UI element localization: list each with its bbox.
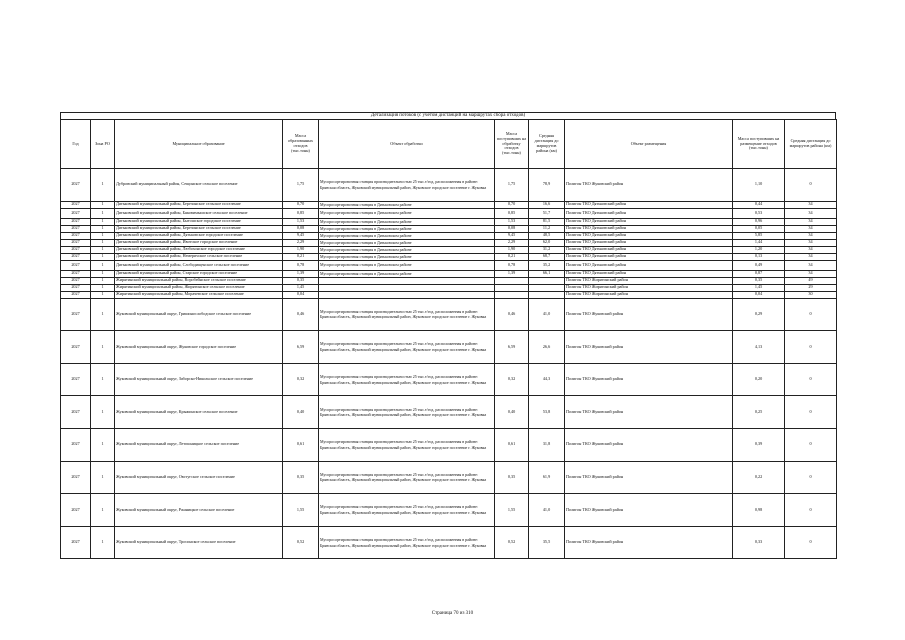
cell-placed-mass: 0,22 xyxy=(733,461,785,494)
table-caption: Детализация потоков (с учетом дистанций на маршрутах сбора отходов) xyxy=(60,112,836,119)
cell-processed-mass: 1,53 xyxy=(495,218,529,225)
cell-municipality: Дятьковский муниципальный район, Немеричское сельское поселение xyxy=(115,253,283,260)
cell-processed-mass: 0,40 xyxy=(495,396,529,429)
table-row xyxy=(61,461,837,494)
cell-processing-object: Мусоросортировочная станция производительностью 25 тыс.т/год, расположенная в районе: Брянская область, Жуковский муниципальный район, Жуковское городское поселение г. Жуковка xyxy=(319,461,495,494)
cell-placed-mass: 1,20 xyxy=(733,246,785,253)
cell-processing-distance: 81,5 xyxy=(529,218,565,225)
cell-zone: 1 xyxy=(91,218,115,225)
cell-processing-object xyxy=(319,291,495,298)
cell-municipality: Жуковский муниципальный округ, Гришинослободское сельское поселение xyxy=(115,298,283,331)
cell-zone: 1 xyxy=(91,461,115,494)
cell-placed-mass: 0,25 xyxy=(733,396,785,429)
cell-processed-mass xyxy=(495,277,529,284)
cell-placement-distance: 0 xyxy=(785,298,837,331)
cell-placement-object: Полигон ТКО Дятьковский район xyxy=(565,225,733,232)
cell-municipality: Дятьковский муниципальный район, Любохонское городское поселение xyxy=(115,246,283,253)
cell-placement-distance: 29 xyxy=(785,284,837,291)
cell-year: 2027 xyxy=(61,260,91,270)
cell-year: 2027 xyxy=(61,291,91,298)
page-footer: Страница 70 из 310 xyxy=(431,611,474,616)
table-row xyxy=(61,253,837,260)
table-body xyxy=(61,169,837,559)
cell-year: 2027 xyxy=(61,428,91,461)
cell-processing-object: Мусоросортировочная станция в Дятьковском районе xyxy=(319,239,495,246)
cell-generated-mass: 0,08 xyxy=(283,225,319,232)
cell-placed-mass: 0,20 xyxy=(733,363,785,396)
cell-processed-mass: 2,29 xyxy=(495,239,529,246)
cell-generated-mass: 0,35 xyxy=(283,461,319,494)
table-row xyxy=(61,208,837,218)
cell-placed-mass: 0,05 xyxy=(733,225,785,232)
cell-placement-object: Полигон ТКО Жуковский район xyxy=(565,461,733,494)
col-header-zone: Зона РО xyxy=(91,120,115,169)
cell-zone: 1 xyxy=(91,232,115,239)
table-header-row xyxy=(61,120,837,169)
cell-year: 2027 xyxy=(61,201,91,208)
cell-placed-mass: 4,13 xyxy=(733,331,785,364)
cell-generated-mass: 1,39 xyxy=(283,270,319,277)
cell-generated-mass: 0,32 xyxy=(283,363,319,396)
cell-processed-mass: 0,35 xyxy=(495,461,529,494)
cell-zone: 1 xyxy=(91,363,115,396)
table-row xyxy=(61,284,837,291)
cell-year: 2027 xyxy=(61,284,91,291)
cell-processed-mass: 6,59 xyxy=(495,331,529,364)
cell-processing-object: Мусоросортировочная станция в Дятьковском районе xyxy=(319,225,495,232)
table-row xyxy=(61,363,837,396)
cell-placed-mass: 5,85 xyxy=(733,232,785,239)
table-row xyxy=(61,526,837,559)
cell-year: 2027 xyxy=(61,461,91,494)
cell-processing-object: Мусоросортировочная станция в Дятьковском районе xyxy=(319,218,495,225)
cell-placement-distance: 34 xyxy=(785,253,837,260)
cell-processed-mass: 0,21 xyxy=(495,253,529,260)
cell-municipality: Дятьковский муниципальный район, Ивотское городское поселение xyxy=(115,239,283,246)
cell-placement-object: Полигон ТКО Дятьковский район xyxy=(565,253,733,260)
cell-generated-mass: 6,59 xyxy=(283,331,319,364)
cell-zone: 1 xyxy=(91,277,115,284)
cell-generated-mass: 9,45 xyxy=(283,232,319,239)
col-header-generated-mass: Масса образованных отходов (тыс.тонн) xyxy=(283,120,319,169)
cell-zone: 1 xyxy=(91,225,115,232)
cell-placement-object: Полигон ТКО Дятьковский район xyxy=(565,270,733,277)
cell-processing-distance: 41,0 xyxy=(529,494,565,527)
cell-placed-mass: 0,29 xyxy=(733,298,785,331)
cell-processing-distance: 35,2 xyxy=(529,260,565,270)
cell-placed-mass: 0,39 xyxy=(733,428,785,461)
cell-processing-distance xyxy=(529,291,565,298)
cell-processing-distance: 41,0 xyxy=(529,298,565,331)
cell-placement-object: Полигон ТКО Дятьковский район xyxy=(565,239,733,246)
cell-processing-object: Мусоросортировочная станция производительностью 25 тыс.т/год, расположенная в районе: Брянская область, Жуковский муниципальный район, Жуковское городское поселение г. Жуковка xyxy=(319,526,495,559)
cell-year: 2027 xyxy=(61,526,91,559)
cell-placement-distance: 0 xyxy=(785,331,837,364)
cell-municipality: Дятьковский муниципальный район, Бяковимышское сельское поселение xyxy=(115,208,283,218)
cell-processing-object: Мусоросортировочная станция в Дятьковском районе xyxy=(319,201,495,208)
table-row xyxy=(61,277,837,284)
col-header-processing-distance: Средняя дистанция до маршрутов района (км) xyxy=(529,120,565,169)
cell-placement-distance: 34 xyxy=(785,270,837,277)
cell-placement-distance: 0 xyxy=(785,363,837,396)
cell-placement-object: Полигон ТКО Дятьковский район xyxy=(565,201,733,208)
cell-zone: 1 xyxy=(91,270,115,277)
cell-generated-mass: 1,90 xyxy=(283,246,319,253)
col-header-placement-object: Объект размещения xyxy=(565,120,733,169)
table-row xyxy=(61,232,837,239)
cell-municipality: Дятьковский муниципальный район, Дятьковское городское поселение xyxy=(115,232,283,239)
cell-placement-distance: 0 xyxy=(785,396,837,429)
cell-year: 2027 xyxy=(61,396,91,429)
cell-placed-mass: 0,44 xyxy=(733,201,785,208)
cell-placed-mass: 0,35 xyxy=(733,277,785,284)
cell-placement-object: Полигон ТКО Жирятинский район xyxy=(565,284,733,291)
cell-placement-distance: 49 xyxy=(785,277,837,284)
cell-processing-distance: 53,8 xyxy=(529,396,565,429)
cell-processing-object: Мусоросортировочная станция в Дятьковском районе xyxy=(319,270,495,277)
cell-processing-object: Мусоросортировочная станция производительностью 25 тыс.т/год, расположенная в районе: Брянская область, Жуковский муниципальный район, Жуковское городское поселение г. Жуковка xyxy=(319,428,495,461)
cell-zone: 1 xyxy=(91,253,115,260)
cell-municipality: Жуковский муниципальный округ, Крыжинское сельское поселение xyxy=(115,396,283,429)
cell-processing-object: Мусоросортировочная станция в Дятьковском районе xyxy=(319,260,495,270)
col-header-year: Год xyxy=(61,120,91,169)
cell-processed-mass: 0,52 xyxy=(495,526,529,559)
cell-zone: 1 xyxy=(91,494,115,527)
cell-generated-mass: 1,55 xyxy=(283,494,319,527)
cell-processing-distance xyxy=(529,277,565,284)
cell-placement-object: Полигон ТКО Жирятинский район xyxy=(565,277,733,284)
cell-placement-distance: 34 xyxy=(785,225,837,232)
cell-placement-distance: 0 xyxy=(785,494,837,527)
cell-zone: 1 xyxy=(91,428,115,461)
table-row xyxy=(61,225,837,232)
cell-placement-distance: 34 xyxy=(785,239,837,246)
cell-generated-mass: 0,35 xyxy=(283,277,319,284)
cell-placement-object: Полигон ТКО Жуковский район xyxy=(565,331,733,364)
cell-zone: 1 xyxy=(91,331,115,364)
cell-year: 2027 xyxy=(61,331,91,364)
cell-placement-distance: 0 xyxy=(785,526,837,559)
cell-placed-mass: 0,98 xyxy=(733,494,785,527)
cell-year: 2027 xyxy=(61,277,91,284)
cell-generated-mass: 0,40 xyxy=(283,396,319,429)
cell-zone: 1 xyxy=(91,169,115,202)
table-row xyxy=(61,298,837,331)
cell-placement-object: Полигон ТКО Жуковский район xyxy=(565,169,733,202)
cell-processing-distance: 66,1 xyxy=(529,270,565,277)
col-header-placed-mass: Масса поступивших на размещение отходов (тыс.тонн) xyxy=(733,120,785,169)
table-row xyxy=(61,428,837,461)
cell-year: 2027 xyxy=(61,169,91,202)
cell-placed-mass: 0,49 xyxy=(733,260,785,270)
cell-zone: 1 xyxy=(91,208,115,218)
cell-year: 2027 xyxy=(61,253,91,260)
cell-processed-mass: 0,08 xyxy=(495,225,529,232)
cell-placement-object: Полигон ТКО Жуковский район xyxy=(565,526,733,559)
cell-generated-mass: 0,04 xyxy=(283,291,319,298)
cell-placement-object: Полигон ТКО Дятьковский район xyxy=(565,260,733,270)
cell-zone: 1 xyxy=(91,260,115,270)
cell-placement-object: Полигон ТКО Жуковский район xyxy=(565,396,733,429)
cell-placed-mass: 1,45 xyxy=(733,284,785,291)
table-row xyxy=(61,201,837,208)
cell-processed-mass: 0,70 xyxy=(495,201,529,208)
cell-processed-mass xyxy=(495,284,529,291)
cell-generated-mass: 0,61 xyxy=(283,428,319,461)
cell-placement-object: Полигон ТКО Жирятинский район xyxy=(565,291,733,298)
table-row xyxy=(61,270,837,277)
cell-processed-mass: 1,75 xyxy=(495,169,529,202)
cell-municipality: Жуковский муниципальный округ, Ржаницкое сельское поселение xyxy=(115,494,283,527)
cell-placement-distance: 34 xyxy=(785,232,837,239)
cell-zone: 1 xyxy=(91,246,115,253)
table-row xyxy=(61,494,837,527)
cell-processing-distance: 26,6 xyxy=(529,331,565,364)
cell-processed-mass: 0,85 xyxy=(495,208,529,218)
cell-zone: 1 xyxy=(91,201,115,208)
cell-municipality: Жуковский муниципальный округ, Жуковское городское поселение xyxy=(115,331,283,364)
cell-placement-distance: 34 xyxy=(785,201,837,208)
cell-processing-distance: 35,5 xyxy=(529,526,565,559)
cell-processing-distance: 11,2 xyxy=(529,225,565,232)
table-row xyxy=(61,291,837,298)
cell-processed-mass: 0,61 xyxy=(495,428,529,461)
cell-processing-object: Мусоросортировочная станция в Дятьковском районе xyxy=(319,253,495,260)
table-row xyxy=(61,396,837,429)
table-row xyxy=(61,239,837,246)
cell-processing-distance: 31,8 xyxy=(529,428,565,461)
cell-placement-distance: 0 xyxy=(785,428,837,461)
cell-placement-distance: 0 xyxy=(785,461,837,494)
cell-generated-mass: 0,52 xyxy=(283,526,319,559)
cell-placement-distance: 34 xyxy=(785,218,837,225)
cell-processing-distance: 48,5 xyxy=(529,232,565,239)
cell-municipality: Дятьковский муниципальный район, Березинское сельское поселение xyxy=(115,201,283,208)
cell-zone: 1 xyxy=(91,284,115,291)
cell-municipality: Дятьковский муниципальный район, Слободищенское сельское поселение xyxy=(115,260,283,270)
cell-placement-distance: 0 xyxy=(785,169,837,202)
cell-generated-mass: 1,45 xyxy=(283,284,319,291)
col-header-processing-object: Объект обработки xyxy=(319,120,495,169)
document-table-region xyxy=(60,112,836,559)
cell-placement-distance: 34 xyxy=(785,260,837,270)
cell-processing-object xyxy=(319,277,495,284)
cell-year: 2027 xyxy=(61,363,91,396)
cell-generated-mass: 0,70 xyxy=(283,201,319,208)
cell-zone: 1 xyxy=(91,526,115,559)
table-row xyxy=(61,246,837,253)
cell-placement-object: Полигон ТКО Жуковский район xyxy=(565,298,733,331)
cell-processing-distance xyxy=(529,284,565,291)
cell-municipality: Жуковский муниципальный округ, Тросинское сельское поселение xyxy=(115,526,283,559)
cell-municipality: Дятьковский муниципальный район, Бытошское городское поселение xyxy=(115,218,283,225)
cell-processing-distance: 51,7 xyxy=(529,208,565,218)
cell-year: 2027 xyxy=(61,218,91,225)
cell-processed-mass: 0,32 xyxy=(495,363,529,396)
cell-processed-mass: 1,90 xyxy=(495,246,529,253)
cell-zone: 1 xyxy=(91,291,115,298)
cell-processing-distance: 16,6 xyxy=(529,201,565,208)
cell-zone: 1 xyxy=(91,298,115,331)
cell-processing-distance: 61,9 xyxy=(529,461,565,494)
cell-processing-object: Мусоросортировочная станция производительностью 25 тыс.т/год, расположенная в районе: Брянская область, Жуковский муниципальный район, Жуковское городское поселение г. Жуковка xyxy=(319,169,495,202)
cell-year: 2027 xyxy=(61,225,91,232)
cell-placement-object: Полигон ТКО Дятьковский район xyxy=(565,232,733,239)
cell-processed-mass: 9,45 xyxy=(495,232,529,239)
cell-placement-object: Полигон ТКО Жуковский район xyxy=(565,428,733,461)
cell-municipality: Дятьковский муниципальный район, Березинское сельское поселение xyxy=(115,225,283,232)
cell-processed-mass: 1,39 xyxy=(495,270,529,277)
col-header-placement-distance: Средняя дистанция до маршрутов района (км) xyxy=(785,120,837,169)
cell-placement-object: Полигон ТКО Жуковский район xyxy=(565,494,733,527)
cell-generated-mass: 0,78 xyxy=(283,260,319,270)
table-row xyxy=(61,331,837,364)
cell-processing-distance: 62,0 xyxy=(529,239,565,246)
cell-processed-mass: 0,78 xyxy=(495,260,529,270)
cell-zone: 1 xyxy=(91,239,115,246)
cell-processing-distance: 31,2 xyxy=(529,246,565,253)
cell-placed-mass: 1,44 xyxy=(733,239,785,246)
cell-municipality: Жуковский муниципальный округ, Овстугское сельское поселение xyxy=(115,461,283,494)
cell-generated-mass: 1,53 xyxy=(283,218,319,225)
cell-generated-mass: 0,46 xyxy=(283,298,319,331)
cell-zone: 1 xyxy=(91,396,115,429)
cell-processing-distance: 44,3 xyxy=(529,363,565,396)
table-row xyxy=(61,260,837,270)
cell-processed-mass xyxy=(495,291,529,298)
cell-placement-object: Полигон ТКО Дятьковский район xyxy=(565,218,733,225)
cell-processing-object: Мусоросортировочная станция производительностью 25 тыс.т/год, расположенная в районе: Брянская область, Жуковский муниципальный район, Жуковское городское поселение г. Жуковка xyxy=(319,396,495,429)
cell-generated-mass: 0,85 xyxy=(283,208,319,218)
cell-year: 2027 xyxy=(61,270,91,277)
cell-year: 2027 xyxy=(61,298,91,331)
cell-placed-mass: 0,96 xyxy=(733,218,785,225)
cell-placed-mass: 0,33 xyxy=(733,526,785,559)
cell-placement-object: Полигон ТКО Дятьковский район xyxy=(565,246,733,253)
cell-placed-mass: 0,13 xyxy=(733,253,785,260)
cell-municipality: Жуковский муниципальный округ, Заборско-Никольское сельское поселение xyxy=(115,363,283,396)
cell-processing-object: Мусоросортировочная станция в Дятьковском районе xyxy=(319,246,495,253)
cell-municipality: Жирятинский муниципальный район, Воробейнское сельское поселение xyxy=(115,277,283,284)
cell-generated-mass: 2,29 xyxy=(283,239,319,246)
cell-processing-object: Мусоросортировочная станция производительностью 25 тыс.т/год, расположенная в районе: Брянская область, Жуковский муниципальный район, Жуковское городское поселение г. Жуковка xyxy=(319,331,495,364)
table-row xyxy=(61,169,837,202)
cell-placed-mass: 0,04 xyxy=(733,291,785,298)
cell-processing-object: Мусоросортировочная станция в Дятьковском районе xyxy=(319,208,495,218)
col-header-processed-mass: Масса поступивших на обработку отходов (тыс.тонн) xyxy=(495,120,529,169)
cell-placement-object: Полигон ТКО Дятьковский район xyxy=(565,208,733,218)
cell-processing-distance: 78,9 xyxy=(529,169,565,202)
cell-municipality: Жирятинский муниципальный район, Морачевское сельское поселение xyxy=(115,291,283,298)
cell-year: 2027 xyxy=(61,208,91,218)
col-header-municipality: Муниципальное образование xyxy=(115,120,283,169)
cell-processing-object: Мусоросортировочная станция производительностью 25 тыс.т/год, расположенная в районе: Брянская область, Жуковский муниципальный район, Жуковское городское поселение г. Жуковка xyxy=(319,363,495,396)
cell-placement-distance: 34 xyxy=(785,208,837,218)
cell-generated-mass: 1,75 xyxy=(283,169,319,202)
cell-processed-mass: 1,55 xyxy=(495,494,529,527)
cell-placed-mass: 0,87 xyxy=(733,270,785,277)
cell-year: 2027 xyxy=(61,239,91,246)
cell-municipality: Дятьковский муниципальный район, Старское городское поселение xyxy=(115,270,283,277)
cell-year: 2027 xyxy=(61,232,91,239)
cell-placed-mass: 1,10 xyxy=(733,169,785,202)
cell-placement-object: Полигон ТКО Жуковский район xyxy=(565,363,733,396)
cell-processing-distance: 68,7 xyxy=(529,253,565,260)
cell-processed-mass: 0,46 xyxy=(495,298,529,331)
cell-processing-object: Мусоросортировочная станция производительностью 25 тыс.т/год, расположенная в районе: Брянская область, Жуковский муниципальный район, Жуковское городское поселение г. Жуковка xyxy=(319,298,495,331)
cell-placed-mass: 0,53 xyxy=(733,208,785,218)
table-row xyxy=(61,218,837,225)
cell-municipality: Дубровский муниципальный район, Сещинское сельское поселение xyxy=(115,169,283,202)
cell-processing-object: Мусоросортировочная станция производительностью 25 тыс.т/год, расположенная в районе: Брянская область, Жуковский муниципальный район, Жуковское городское поселение г. Жуковка xyxy=(319,494,495,527)
cell-processing-object xyxy=(319,284,495,291)
cell-placement-distance: 30 xyxy=(785,291,837,298)
cell-municipality: Жирятинский муниципальный район, Жирятинское сельское поселение xyxy=(115,284,283,291)
cell-processing-object: Мусоросортировочная станция в Дятьковском районе xyxy=(319,232,495,239)
cell-municipality: Жуковский муниципальный округ, Летошницкое сельское поселение xyxy=(115,428,283,461)
cell-generated-mass: 0,21 xyxy=(283,253,319,260)
cell-placement-distance: 34 xyxy=(785,246,837,253)
flows-table xyxy=(60,119,837,559)
cell-year: 2027 xyxy=(61,246,91,253)
cell-year: 2027 xyxy=(61,494,91,527)
